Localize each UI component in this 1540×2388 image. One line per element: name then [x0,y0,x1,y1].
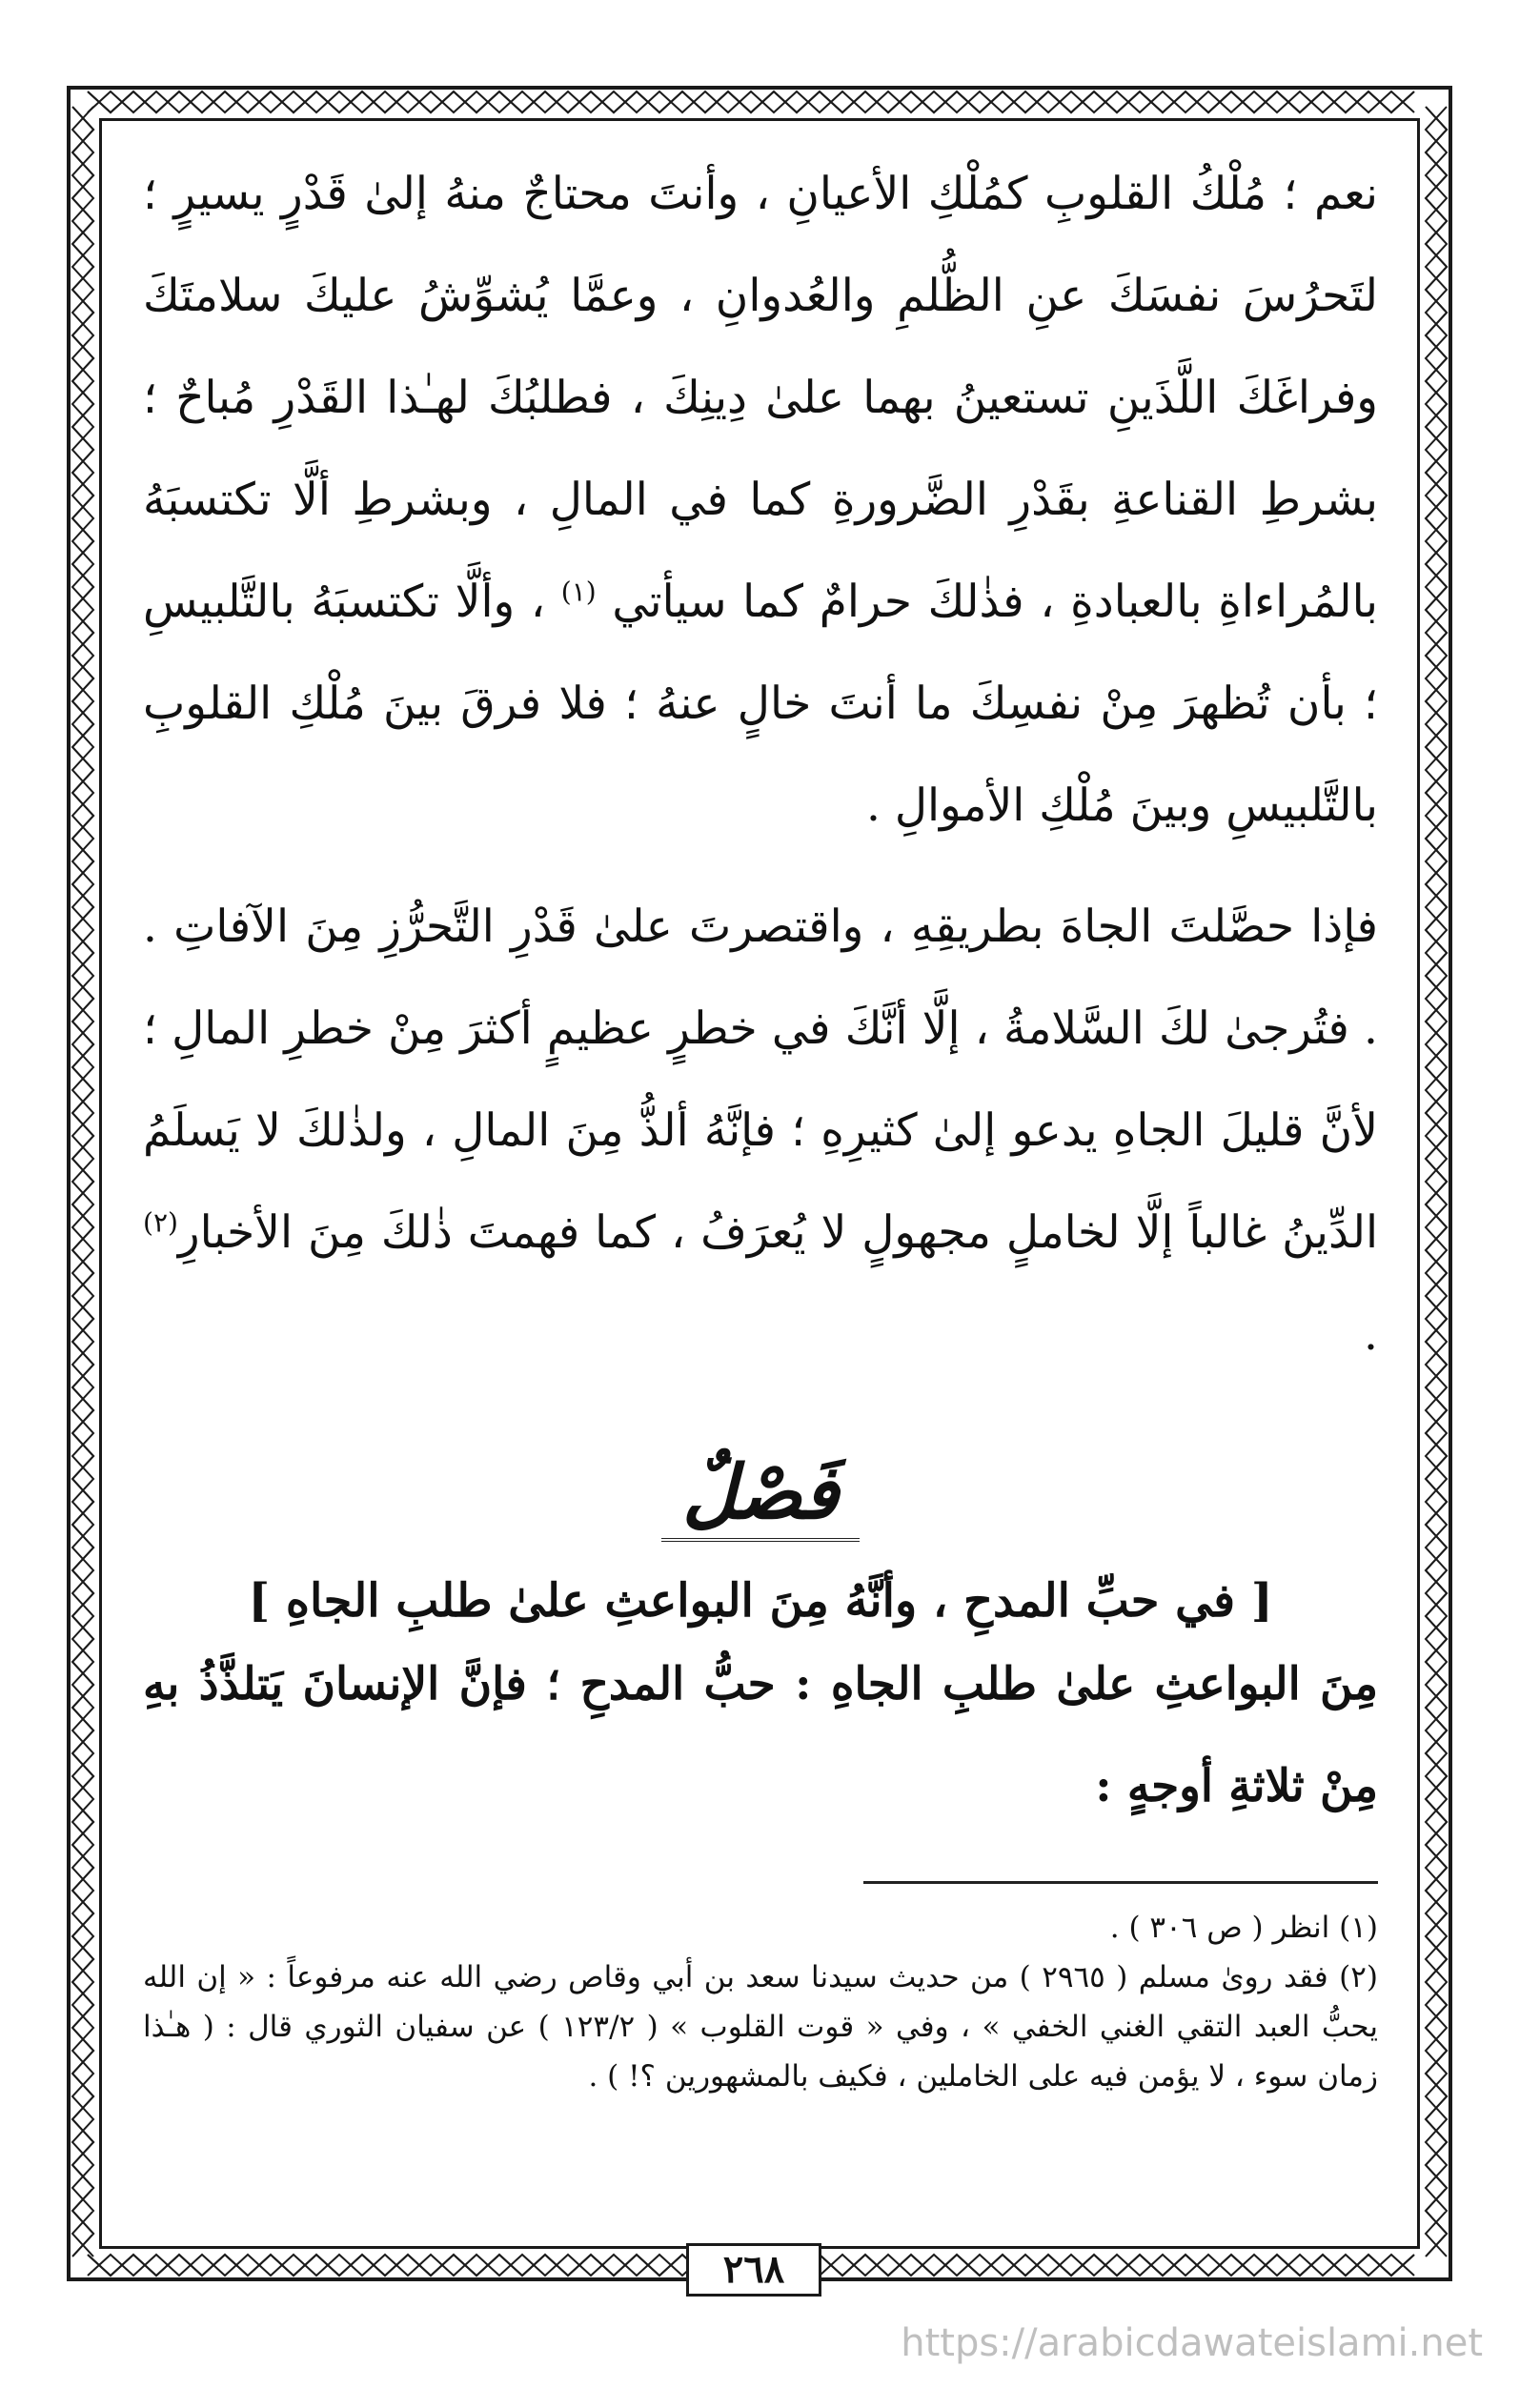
body-paragraph-2 [143,876,1378,1386]
footnote-divider [863,1881,1378,1884]
paragraph-text: فإذا حصَّلتَ الجاهَ بطريقِهِ ، واقتصرتَ علىٰ قَدْرِ التَّحرُّزِ مِنَ الآفاتِ . . فتُرجىٰ لكَ السَّلامةُ ، إلَّا أنَّكَ في خطرٍ عظيمٍ أكثرَ مِنْ خطرِ المالِ ؛ لأنَّ قليلَ الجاهِ يدعو إلىٰ كثيرِهِ ؛ فإنَّهُ ألذُّ مِنَ المالِ ، ولذٰلكَ لا يَسلَمُ الدِّينُ غالباً إلَّا لخاملٍ مجهولٍ لا يُعرَفُ ، كما فهمتَ ذٰلكَ مِنَ الأخبارِ [143,901,1378,1259]
paragraph-text: نعم ؛ مُلْكُ القلوبِ كمُلْكِ الأعيانِ ، وأنتَ محتاجٌ منهُ إلىٰ قَدْرٍ يسيرٍ ؛ لتَحرُسَ نفسَكَ عنِ الظُّلمِ والعُدوانِ ، وعمَّا يُشوِّشُ عليكَ سلامتَكَ وفراغَكَ اللَّذَينِ تستعينُ بهما علىٰ دِينِكَ ، فطلبُكَ لهـٰذا القَدْرِ مُباحٌ ؛ بشرطِ القناعةِ بقَدْرِ الضَّرورةِ كما في المالِ ، وبشرطِ ألَّا تكتسبَهُ بالمُراءاةِ بالعبادةِ ، فذٰلكَ حرامٌ كما سيأتي [143,168,1378,628]
body-paragraph-1 [143,143,1378,857]
paragraph-text-end: . [1364,1308,1378,1361]
section-heading [143,1449,1378,1542]
footnote-ref-1[interactable]: (١) [560,576,597,608]
watermark-url[interactable]: https://arabicdawateislami.net [901,2321,1483,2365]
footnote-1: (١) انظر ( ص ٣٠٦ ) . [1109,1910,1378,1945]
footnote-2: (٢) فقد روىٰ مسلم ( ٢٩٦٥ ) من حديث سيدنا سعد بن أبي وقاص رضي الله عنه مرفوعاً : « إن الله يحبُّ العبد التقي الغني الخفي » ، وفي « قوت القلوب » ( ١٢٣/٢ ) عن سفيان الثوري قال : ( هـٰذا زمان سوء ، لا يؤمن فيه على الخاملين ، فكيف بالمشهورين ؟! ) . [143,1959,1379,2094]
section-paragraph: مِنَ البواعثِ علىٰ طلبِ الجاهِ : حبُّ المدحِ ؛ فإنَّ الإنسانَ يَتلذَّذُ بهِ مِنْ ثلاثةِ أوجهٍ : [143,1657,1378,1812]
fasl-heading-icon: فَصْلٌ [661,1452,860,1542]
page-number: ٢٦٨ [686,2243,821,2297]
paragraph-text-cont: ، وألَّا تكتسبَهُ بالتَّلبيسِ ؛ بأن تُظهرَ مِنْ نفسِكَ ما أنتَ خالٍ عنهُ ؛ فلا فرقَ بينَ مُلْكِ القلوبِ بالتَّلبيسِ وبينَ مُلْكِ الأموالِ . [143,576,1378,832]
section-subtitle: [ في حبِّ المدحِ ، وأنَّهُ مِنَ البواعثِ علىٰ طلبِ الجاهِ ] [248,1573,1273,1628]
footnote-ref-2[interactable]: (٢) [143,1206,178,1239]
page-content [143,143,1378,2101]
